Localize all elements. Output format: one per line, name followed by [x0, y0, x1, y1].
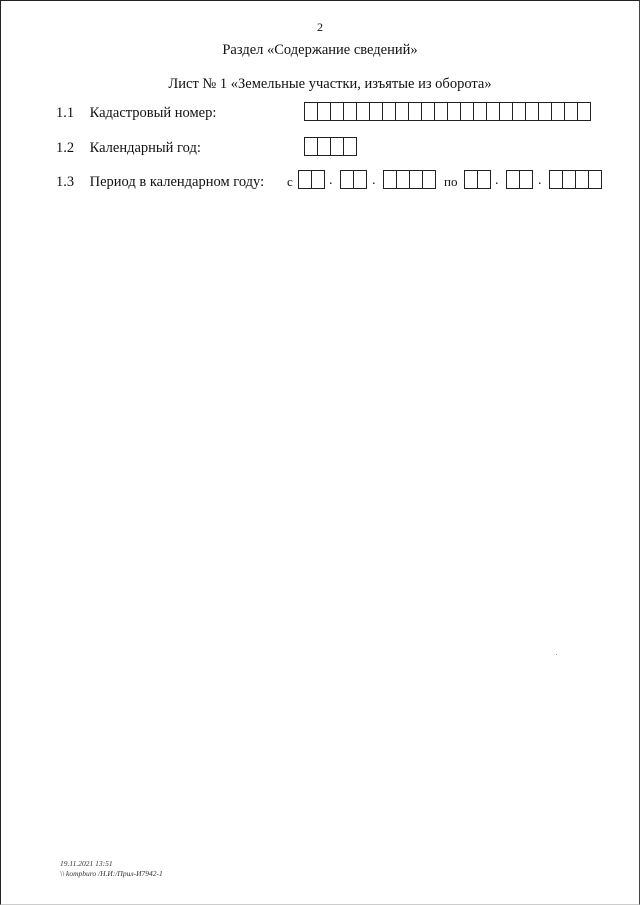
- field-number: 1.2: [56, 140, 75, 156]
- input-cell[interactable]: [356, 102, 369, 121]
- field-row-period: [56, 174, 264, 191]
- input-cell[interactable]: [464, 170, 477, 189]
- input-cell[interactable]: [422, 170, 436, 189]
- footer-file-path: \\ kompburo /Н.И:/Прил-И7942-1: [60, 869, 163, 878]
- input-cell[interactable]: [477, 170, 491, 189]
- input-cell[interactable]: [506, 170, 519, 189]
- input-cell[interactable]: [298, 170, 311, 189]
- input-cell[interactable]: [340, 170, 353, 189]
- input-cell[interactable]: [575, 170, 588, 189]
- input-cell[interactable]: [564, 102, 577, 121]
- input-cell[interactable]: [317, 102, 330, 121]
- input-cell[interactable]: [382, 102, 395, 121]
- field-number: 1.3: [56, 174, 75, 190]
- input-cell[interactable]: [486, 102, 499, 121]
- input-cell[interactable]: [549, 170, 562, 189]
- input-cell[interactable]: [538, 102, 551, 121]
- input-cell[interactable]: [577, 102, 591, 121]
- date-separator: .: [329, 173, 333, 188]
- input-cell[interactable]: [562, 170, 575, 189]
- input-cell[interactable]: [304, 137, 317, 156]
- input-cell[interactable]: [408, 102, 421, 121]
- input-cell[interactable]: [588, 170, 602, 189]
- input-cell[interactable]: [499, 102, 512, 121]
- input-cell[interactable]: [551, 102, 564, 121]
- cadastral-number-cells[interactable]: [304, 102, 591, 121]
- sheet-title: Лист № 1 «Земельные участки, изъятые из оборота»: [168, 76, 492, 92]
- field-row-cadastral: [56, 105, 216, 122]
- date-separator: .: [372, 173, 376, 188]
- input-cell[interactable]: [409, 170, 422, 189]
- input-cell[interactable]: [311, 170, 325, 189]
- date-separator: .: [538, 173, 542, 188]
- field-label: Кадастровый номер:: [89, 105, 217, 121]
- input-cell[interactable]: [519, 170, 533, 189]
- scan-speck: [556, 654, 557, 655]
- input-cell[interactable]: [330, 137, 343, 156]
- calendar-year-cells[interactable]: [304, 137, 357, 156]
- input-cell[interactable]: [525, 102, 538, 121]
- field-row-year: [56, 140, 201, 157]
- page-number: 2: [317, 20, 323, 34]
- input-cell[interactable]: [447, 102, 460, 121]
- date-separator: .: [495, 173, 499, 188]
- period-from-month-cells[interactable]: [340, 170, 367, 189]
- input-cell[interactable]: [396, 170, 409, 189]
- field-label: Календарный год:: [89, 140, 201, 156]
- period-to-day-cells[interactable]: [464, 170, 491, 189]
- input-cell[interactable]: [421, 102, 434, 121]
- period-to-year-cells[interactable]: [549, 170, 602, 189]
- input-cell[interactable]: [317, 137, 330, 156]
- input-cell[interactable]: [473, 102, 486, 121]
- period-from-label: с: [287, 174, 293, 189]
- period-from-year-cells[interactable]: [383, 170, 436, 189]
- input-cell[interactable]: [460, 102, 473, 121]
- input-cell[interactable]: [434, 102, 447, 121]
- field-label: Период в календарном году:: [89, 174, 265, 190]
- input-cell[interactable]: [343, 137, 357, 156]
- input-cell[interactable]: [369, 102, 382, 121]
- input-cell[interactable]: [512, 102, 525, 121]
- input-cell[interactable]: [343, 102, 356, 121]
- footer-timestamp: 19.11.2021 13:51: [60, 859, 113, 868]
- period-to-label: по: [444, 174, 458, 189]
- period-from-day-cells[interactable]: [298, 170, 325, 189]
- field-number: 1.1: [56, 105, 75, 121]
- input-cell[interactable]: [383, 170, 396, 189]
- input-cell[interactable]: [330, 102, 343, 121]
- input-cell[interactable]: [353, 170, 367, 189]
- input-cell[interactable]: [395, 102, 408, 121]
- period-to-month-cells[interactable]: [506, 170, 533, 189]
- input-cell[interactable]: [304, 102, 317, 121]
- section-title: Раздел «Содержание сведений»: [222, 42, 418, 58]
